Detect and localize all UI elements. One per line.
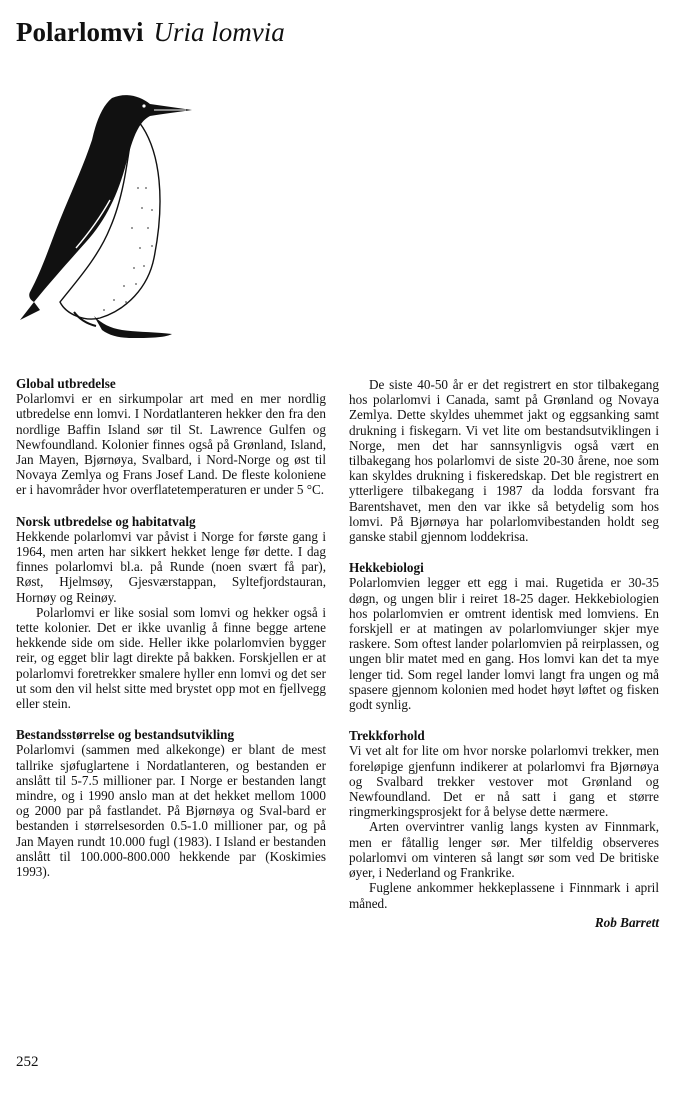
paragraph: De siste 40-50 år er det registrert en stor tilbakegang hos polarlomvi i Canada, samt på Grønland og Novaya Zemlya. Dette skyldes uhemmet jakt og eggsanking samt drukning i fiskegarn. Vi vet lite om bestandsutviklingen i Norge, men det har sannsynligvis også vært en tilbakegang hos polarlomvi de siste 20-30 årene, noe som kan skyldes drukning i fiskeredskap. Det ble registrert en ytterligere tilbakegang i 1987 da lodda forsvant fra Barentshavet, men den var ikke så betydelig som hos lomvi. På Bjørnøya har polarlomvibestanden holdt seg ganske stabil gjennom loddekrisa. <box>349 377 659 545</box>
page-title <box>16 14 285 50</box>
right-column <box>349 377 659 930</box>
paragraph: Hekkende polarlomvi var påvist i Norge for første gang i 1964, men arten har sikkert hekket lenge før dette. I dag finnes polarlomvi bl.a. på Runde (noen svært få par), Røst, Hjelmsøy, Gjesværstappan, Syltefjordstauran, Hornøy og Reinøy. <box>16 528 326 605</box>
section-heading-breeding-biology: Hekkebiologi <box>349 560 424 576</box>
paragraph: Vi vet alt for lite om hvor norske polarlomvi trekker, men foreløpige gjenfunn indikerer at polarlomvi fra Bjørnøya og Svalbard trekker vestover mot Grønland og Newfoundland. Det er nå satt i gang et større ringmerkingsprosjekt for å belyse dette nærmere. <box>349 743 659 820</box>
section-heading-population: Bestandsstørrelse og bestandsutvikling <box>16 727 235 743</box>
guillemot-illustration <box>14 88 200 346</box>
left-column <box>16 376 326 879</box>
section-heading-norwegian-distribution: Norsk utbredelse og habitatvalg <box>16 513 196 529</box>
paragraph: Polarlomvi er like sosial som lomvi og hekker også i tette kolonier. Det er ikke uvanlig å finne begge artene hekkende side om side. Heller ikke polarlomvien bygger reir, og egget blir lagt direkte på bakken. Forskjellen er at polarlomvi foretrekker smalere hyller enn lomvi og det ser ut som den vil helst sitte med brystet opp mot en fjellvegg eller stein. <box>16 604 326 712</box>
species-common-name: Polarlomvi <box>16 17 144 47</box>
paragraph: Polarlomvi (sammen med alkekonge) er blant de mest tallrike sjøfuglartene i Nordatlanteren, og bestanden er anslått til 5-7.5 millioner par. I Norge er bestanden langt mindre, og i 1990 anslo man at det hekket mellom 1000 og 2000 par på fastlandet. På Bjørnøya og Sval-bard er bestanden i størrelsesorden 0.5-1.0 millioner par, og på Jan Mayen rundt 10.000 fugl (1983). I Island er bestanden anslått til 100.000-800.000 hekkende par (Koskimies 1993). <box>16 742 326 880</box>
paragraph: Arten overvintrer vanlig langs kysten av Finnmark, men er fåtallig lenger sør. Mer tilfeldig observeres polarlomvi om vinteren så langt sør som ved De britiske øyer, i Nederland og Frankrike. <box>349 819 659 881</box>
author-signature: Rob Barrett <box>594 914 659 930</box>
paragraph: Polarlomvi er en sirkumpolar art med en mer nordlig utbredelse enn lomvi. I Nordatlanteren hekker den fra den nordlige Baffin Island sør til St. Lawrence Gulfen og Newfoundland. Kolonier finnes også på Grønland, Island, Jan Mayen, Bjørnøya, Svalbard, i Nord-Norge og øst til Novaya Zemlya og Frans Josef Land. De fleste koloniene er i havområder hvor overflatetemperaturen er under 5 °C. <box>16 391 326 498</box>
species-latin-name: Uria lomvia <box>153 17 285 47</box>
paragraph: Polarlomvien legger ett egg i mai. Rugetida er 30-35 døgn, og ungen blir i reiret 18-25 dager. Hekkebiologien hos polarlomvien er omtrent identisk med lomviens. En forskjell er at matingen av polarlomviunger skjer mye raskere. Som oftest lander polarlomvien på reirplassen, og ungen blir matet med en gang. Hos lomvi kan det ta mye lenger tid. Som regel lander lomvi langt fra ungen og må spasere gjennom kolonien med hodet høyt løftet og fisken godt synlig. <box>349 575 659 713</box>
section-heading-global-distribution: Global utbredelse <box>16 376 116 391</box>
page-number: 252 <box>16 1054 39 1070</box>
paragraph: Fuglene ankommer hekkeplassene i Finnmark i april måned. <box>349 880 659 911</box>
section-heading-migration: Trekkforhold <box>349 728 425 744</box>
